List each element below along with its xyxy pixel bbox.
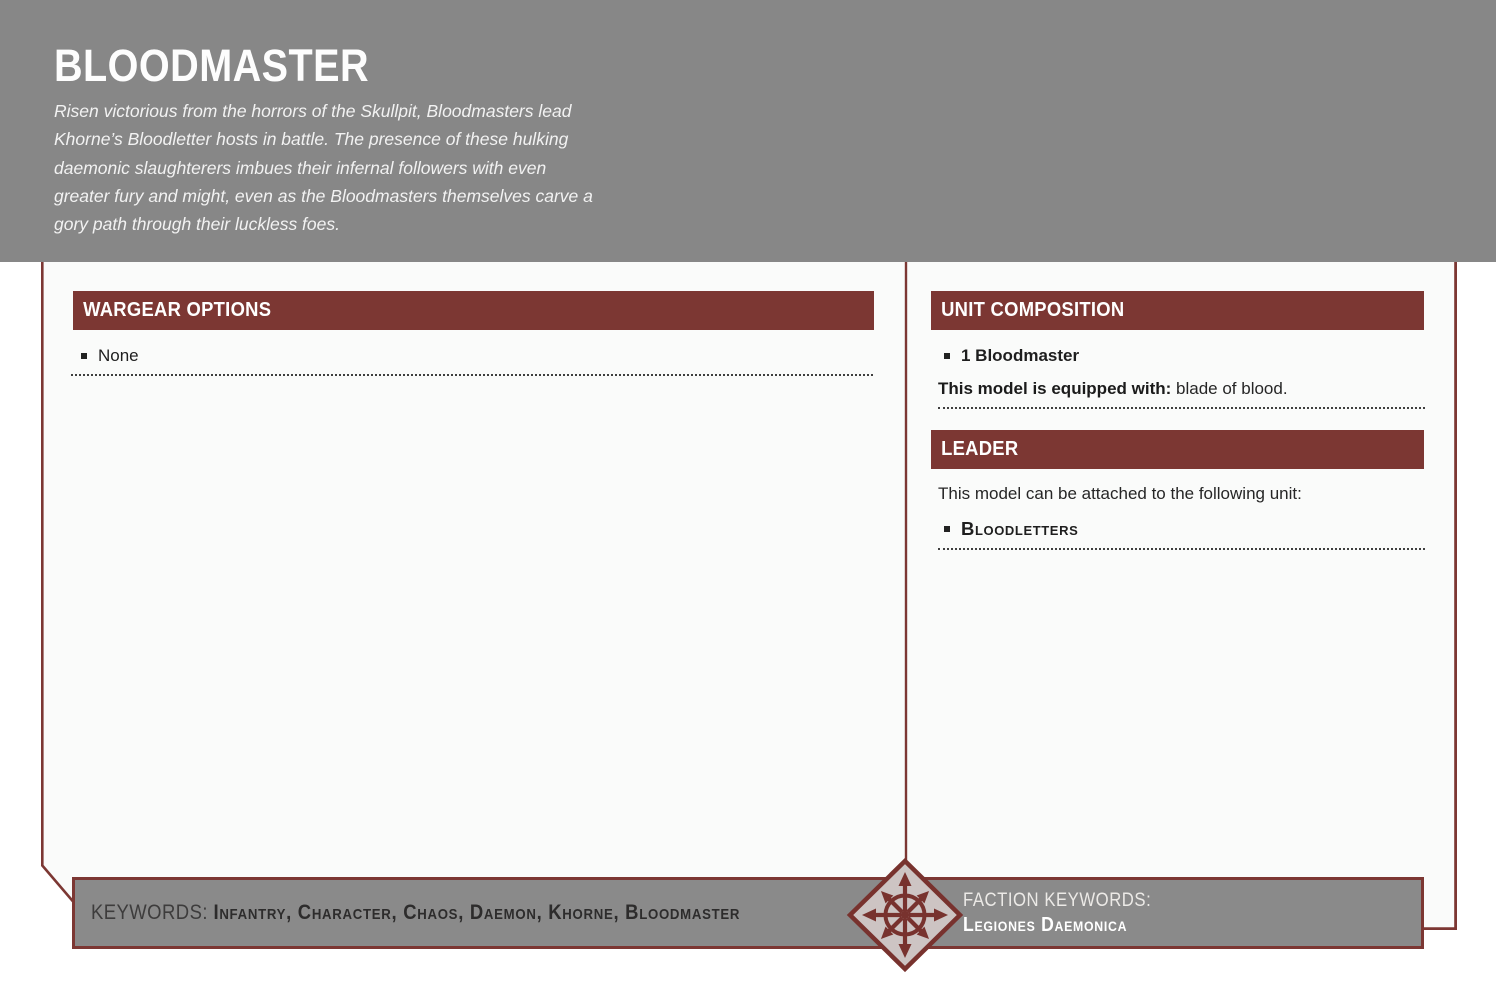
wargear-option-item xyxy=(81,346,139,366)
keywords-line xyxy=(91,901,740,925)
leader-header xyxy=(931,430,1424,469)
page-title: BLOODMASTER xyxy=(54,40,370,91)
lore-line: Khorne’s Bloodletter hosts in battle. The presence of these hulking xyxy=(54,129,569,150)
unit-composition-heading: UNIT COMPOSITION xyxy=(941,299,1125,321)
wargear-options-heading: WARGEAR OPTIONS xyxy=(83,299,272,321)
wargear-options-header xyxy=(73,291,874,330)
lore-line: daemonic slaughterers imbues their infernal followers with even xyxy=(54,157,547,178)
equipped-value: blade of blood. xyxy=(1171,379,1288,398)
dotted-divider xyxy=(938,548,1425,550)
chaos-star-icon xyxy=(843,853,967,977)
unit-composition-item xyxy=(944,346,1079,366)
wargear-option-label: None xyxy=(98,346,139,365)
dotted-divider xyxy=(938,407,1425,409)
unit-composition-label: 1 Bloodmaster xyxy=(961,346,1080,365)
leader-unit-label: Bloodletters xyxy=(961,518,1079,539)
keywords-bar xyxy=(72,877,1424,949)
leader-intro: This model can be attached to the following unit: xyxy=(938,484,1302,503)
faction-keywords xyxy=(963,888,1151,938)
bullet-square-icon xyxy=(944,353,950,359)
lore-line: Risen victorious from the horrors of the Skullpit, Bloodmasters lead xyxy=(54,101,572,121)
faction-keywords-value: Legiones Daemonica xyxy=(963,914,1128,936)
bullet-square-icon xyxy=(944,526,950,532)
equipped-label: This model is equipped with: xyxy=(938,379,1172,398)
equipped-line xyxy=(938,379,1288,399)
lore-line: greater fury and might, even as the Bloodmasters themselves carve a xyxy=(54,185,593,206)
unit-composition-header xyxy=(931,291,1424,330)
leader-heading: LEADER xyxy=(941,438,1019,460)
keywords-label: KEYWORDS: xyxy=(91,901,214,924)
dotted-divider xyxy=(71,374,873,376)
bullet-square-icon xyxy=(81,353,87,359)
faction-keywords-label: FACTION KEYWORDS: xyxy=(963,890,1152,911)
keywords-list: Infantry, Character, Chaos, Daemon, Khorne, Bloodmaster xyxy=(213,901,741,924)
leader-unit-item xyxy=(944,518,1078,540)
lore-line: gory path through their luckless foes. xyxy=(54,214,340,235)
